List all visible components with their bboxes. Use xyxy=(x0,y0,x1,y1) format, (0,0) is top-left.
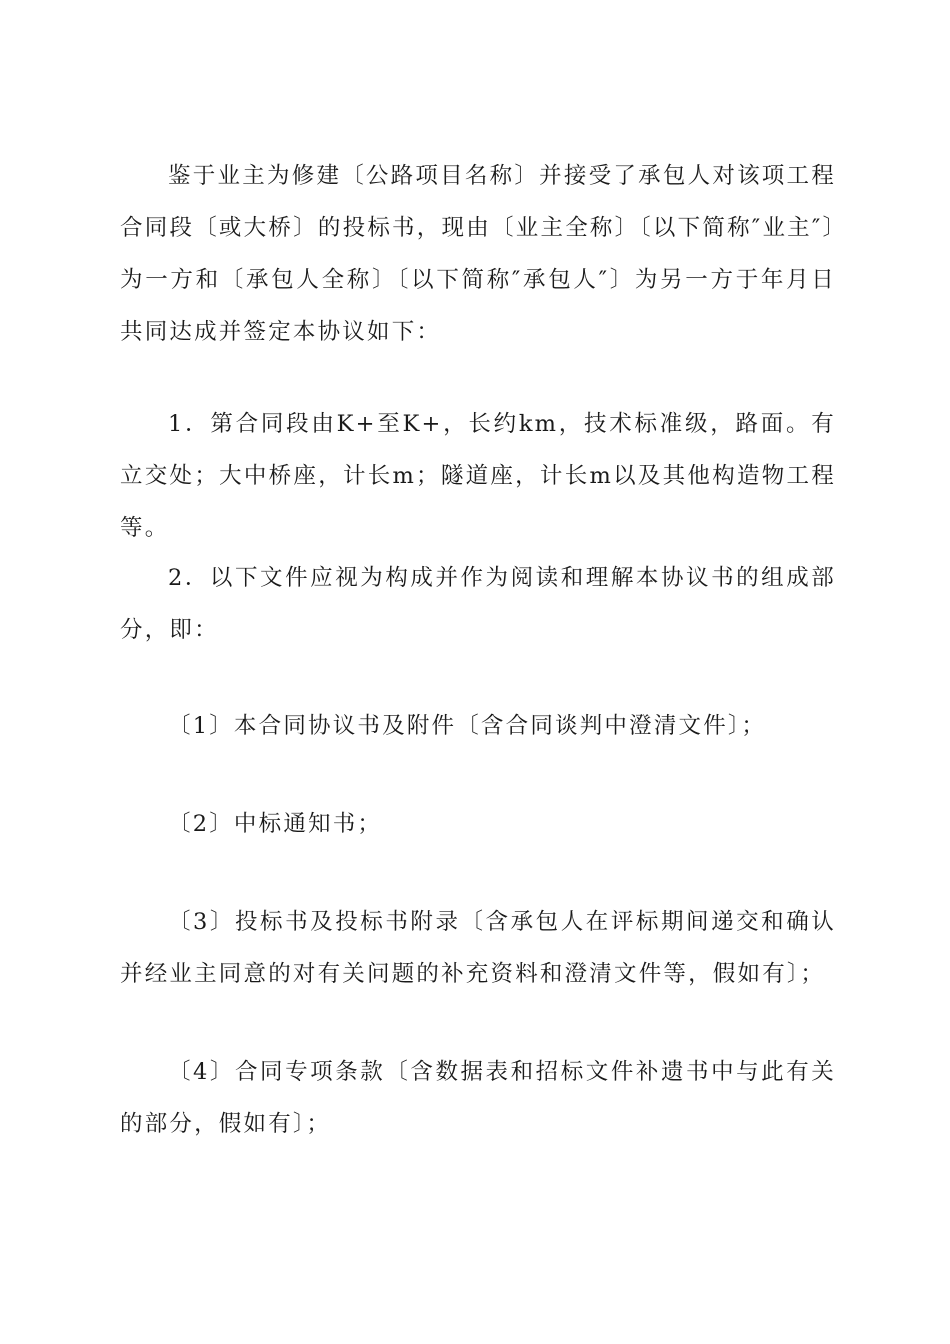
paragraph-clause-2: 2．以下文件应视为构成并作为阅读和理解本协议书的组成部分，即： xyxy=(120,565,836,643)
list-item-4: 〔4〕合同专项条款〔含数据表和招标文件补遗书中与此有关的部分，假如有〕； xyxy=(120,1059,836,1137)
list-item-3: 〔3〕投标书及投标书附录〔含承包人在评标期间递交和确认并经业主同意的对有关问题的补充资料和澄清文件等，假如有〕； xyxy=(120,909,836,987)
list-item-2: 〔2〕中标通知书； xyxy=(168,811,383,837)
list-item-1: 〔1〕本合同协议书及附件〔含合同谈判中澄清文件〕； xyxy=(168,713,767,739)
paragraph-clause-1: 1．第合同段由K+至K+，长约km，技术标准级，路面。有立交处；大中桥座，计长m；隧道座，计长m以及其他构造物工程等。 xyxy=(120,411,836,541)
paragraph-preamble: 鉴于业主为修建〔公路项目名称〕并接受了承包人对该项工程合同段〔或大桥〕的投标书，现由〔业主全称〕〔以下简称″业主″〕为一方和〔承包人全称〕〔以下简称″承包人″〕为另一方于年月日共同达成并签定本协议如下： xyxy=(120,163,836,345)
